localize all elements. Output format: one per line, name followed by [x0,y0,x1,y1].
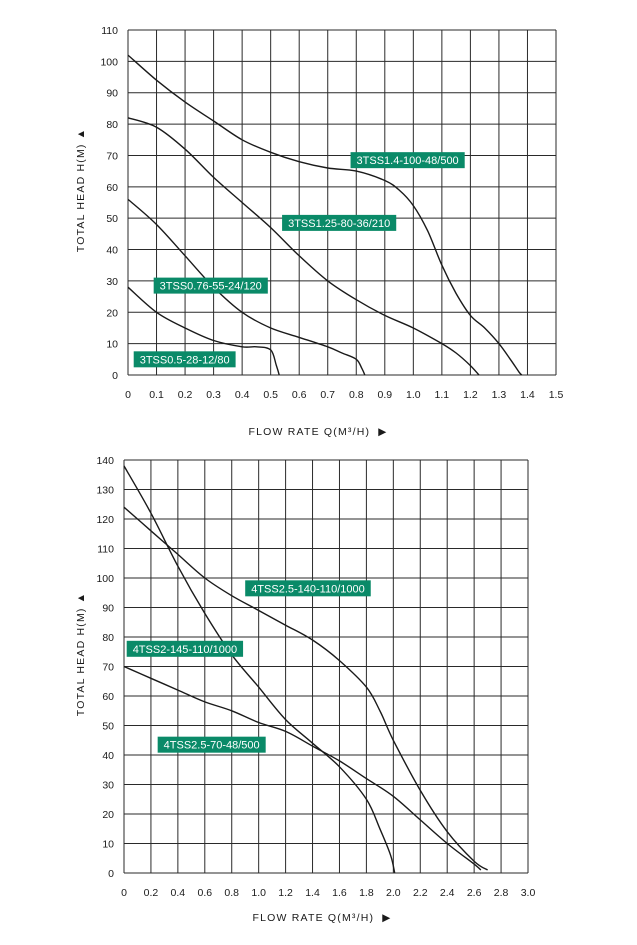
x-tick-label: 1.0 [251,887,266,899]
chart-3tss-grid [128,30,556,375]
curve-label-3tss1-25-80-36-210 [282,215,396,231]
x-tick-label: 0.5 [263,389,278,401]
x-tick-label: 0.2 [143,887,159,899]
y-tick-label: 40 [106,244,118,257]
svg-text:TOTAL HEAD H(M)▲: TOTAL HEAD H(M)▲ [75,127,87,253]
chart-4tss-y-ticks [96,455,114,880]
x-tick-label: 0.4 [234,389,250,401]
y-tick-label: 80 [102,632,114,644]
y-tick-label: 100 [96,573,114,585]
x-tick-label: 1.8 [359,887,374,899]
x-tick-label: 0 [121,887,127,899]
chart-4tss-grid [124,460,528,873]
curve-label-3tss0-5-28-12-80 [134,351,236,367]
curve-label-text: 4TSS2.5-70-48/500 [163,739,260,752]
x-tick-label: 0.6 [291,389,307,401]
x-tick-label: 2.8 [493,887,509,899]
x-tick-label: 1.5 [548,389,564,401]
y-tick-label: 130 [96,484,114,497]
curve-label-4tss2-5-140-110-1000 [245,580,371,596]
curve-label-4tss2-145-110-1000 [127,641,243,657]
y-tick-label: 70 [102,661,114,674]
y-tick-label: 80 [106,119,118,132]
y-tick-label: 20 [106,307,118,320]
x-tick-label: 1.2 [463,389,478,401]
chart-4tss-x-ticks [121,887,535,899]
series-line-4tss2-145-110-1000 [124,466,395,873]
x-tick-label: 0.2 [177,389,193,401]
curve-label-text: 3TSS1.25-80-36/210 [288,217,391,230]
series-line-4tss2-5-140-110-1000 [124,507,488,870]
x-tick-label: 0.6 [197,887,213,899]
curve-label-text: 3TSS1.4-100-48/500 [356,155,459,168]
curve-label-4tss2-5-70-48-500 [158,737,266,753]
y-tick-label: 0 [108,868,114,880]
y-tick-label: 30 [102,779,114,792]
x-tick-label: 0 [125,389,131,401]
y-tick-label: 50 [106,213,118,226]
x-tick-label: 1.4 [305,887,320,899]
chart-3tss-xlabel: FLOW RATE Q(M³/H) ▶ [248,426,388,438]
svg-text:TOTAL HEAD H(M)▲: TOTAL HEAD H(M)▲ [75,591,87,717]
y-tick-label: 110 [97,543,114,556]
x-tick-label: 0.9 [377,389,393,401]
x-tick-label: 1.0 [406,389,421,401]
x-tick-label: 0.8 [348,389,364,401]
y-tick-label: 90 [102,602,114,615]
y-tick-label: 120 [96,514,114,526]
chart-4tss-ylabel [75,592,87,716]
y-tick-label: 100 [100,56,118,69]
y-tick-label: 30 [106,275,118,288]
x-tick-label: 2.2 [412,887,428,899]
y-tick-label: 20 [102,809,114,821]
y-tick-label: 50 [102,720,114,733]
x-tick-label: 0.4 [170,887,186,899]
x-tick-label: 3.0 [520,887,536,899]
x-tick-label: 0.3 [206,389,221,401]
x-tick-label: 1.2 [278,887,293,899]
x-tick-label: 1.3 [491,389,507,401]
x-tick-label: 1.6 [332,887,347,899]
x-tick-label: 2.4 [439,887,455,899]
y-tick-label: 110 [101,25,118,37]
curve-label-3tss0-76-55-24-120 [154,278,268,294]
y-tick-label: 0 [112,370,118,382]
chart-3tss [75,25,563,438]
x-tick-label: 2.0 [386,887,401,899]
x-tick-label: 1.4 [520,389,535,401]
chart-4tss-xlabel: FLOW RATE Q(M³/H) ▶ [252,912,392,924]
curve-label-text: 3TSS0.76-55-24/120 [159,280,262,293]
y-tick-label: 60 [106,181,118,194]
curve-label-text: 4TSS2.5-140-110/1000 [251,583,365,596]
chart-4tss [75,455,535,924]
y-tick-label: 90 [106,87,118,100]
x-tick-label: 0.1 [149,389,164,401]
chart-3tss-x-ticks [125,389,563,401]
curve-label-text: 3TSS0.5-28-12/80 [139,354,230,367]
curve-label-3tss1-4-100-48-500 [351,152,465,168]
x-tick-label: 0.8 [224,887,240,899]
y-tick-label: 10 [106,338,118,351]
chart-4tss-series [124,466,488,873]
x-tick-label: 2.6 [466,887,482,899]
y-tick-label: 60 [102,691,114,703]
x-tick-label: 1.1 [434,389,450,401]
y-tick-label: 140 [96,455,114,467]
x-tick-label: 0.7 [320,389,336,401]
y-tick-label: 10 [102,838,114,851]
y-tick-label: 40 [102,750,114,762]
chart-3tss-y-ticks [100,25,118,382]
y-tick-label: 70 [106,150,118,163]
curve-label-text: 4TSS2-145-110/1000 [132,643,238,656]
chart-3tss-ylabel [75,128,87,252]
